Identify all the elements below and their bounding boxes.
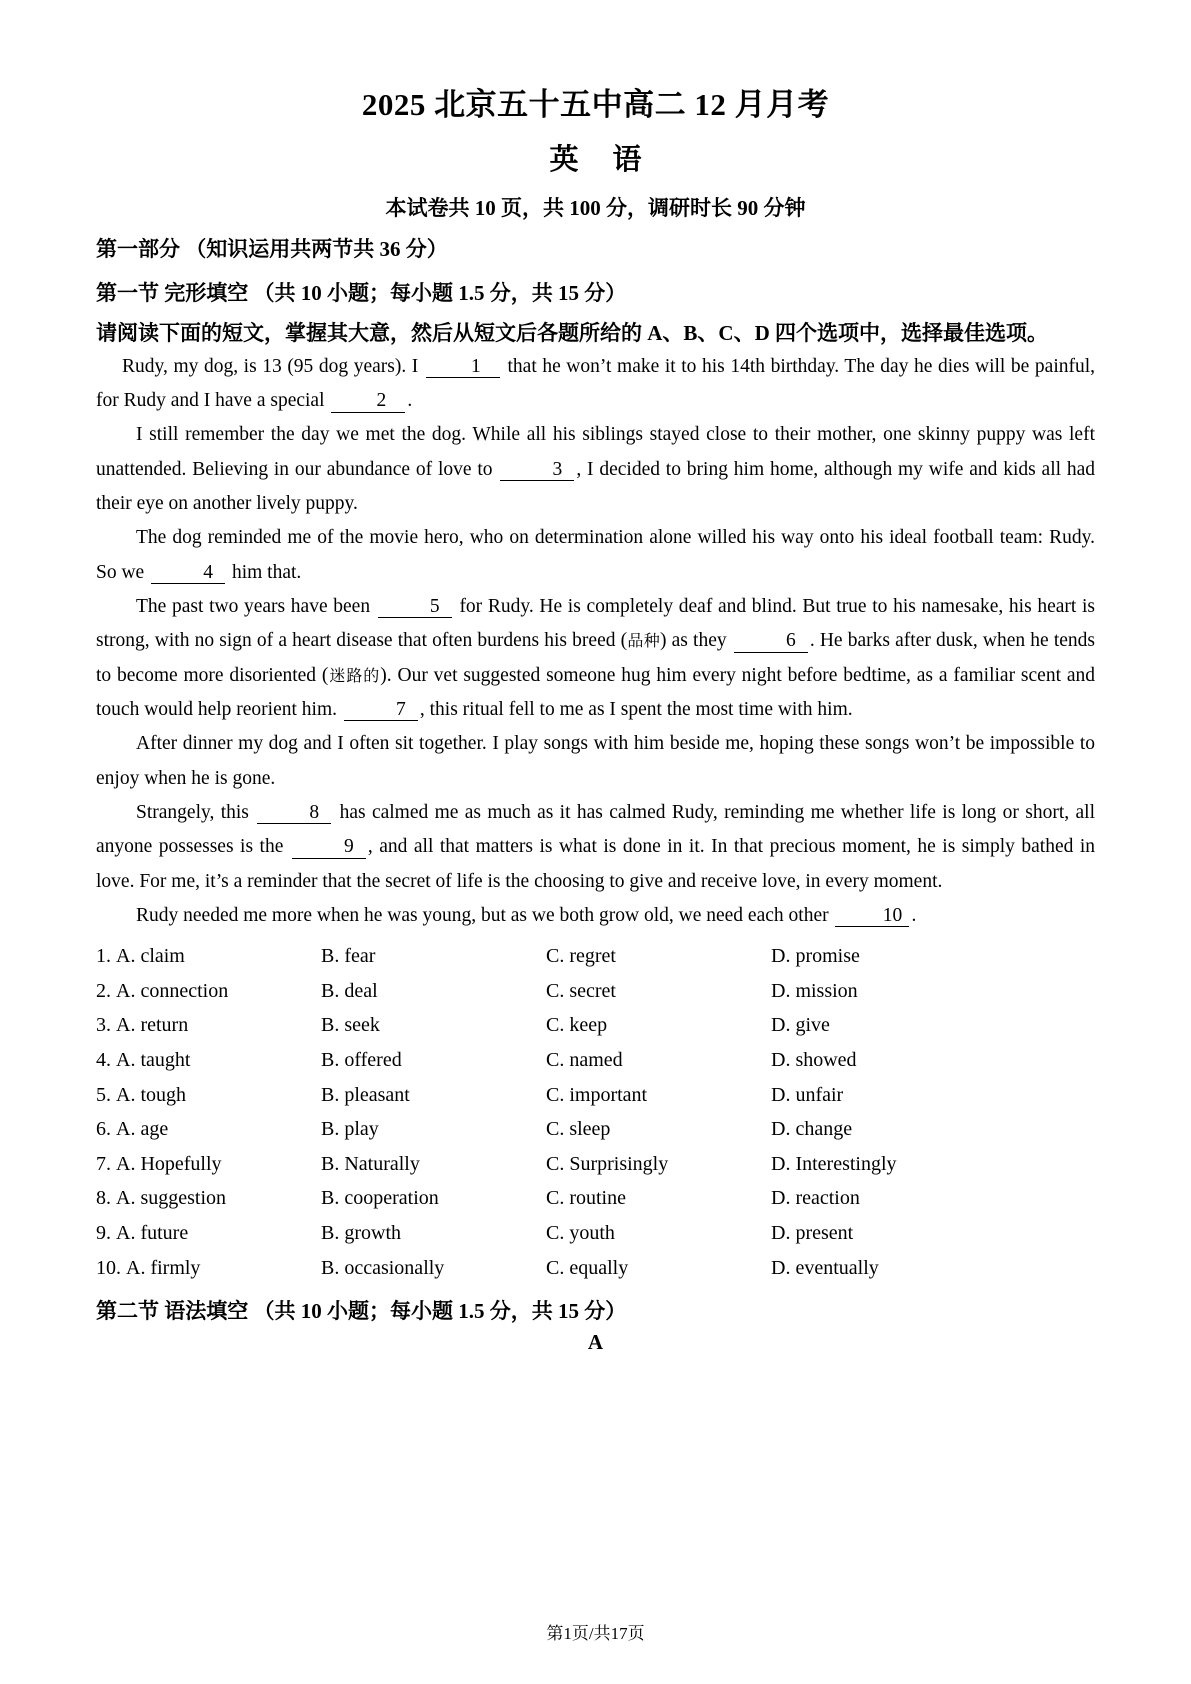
passage-paragraph-6 bbox=[96, 796, 1095, 899]
option-b[interactable]: B. occasionally bbox=[321, 1256, 445, 1279]
option-c[interactable]: C. sleep bbox=[546, 1118, 611, 1141]
option-c[interactable]: C. regret bbox=[546, 945, 616, 968]
page-title: 2025 北京五十五中高二 12 月月考 bbox=[361, 87, 830, 122]
option-number: 5. bbox=[96, 1083, 111, 1106]
option-number: 7. bbox=[96, 1152, 111, 1175]
option-row bbox=[96, 1181, 1095, 1216]
option-c[interactable]: C. important bbox=[546, 1083, 648, 1106]
option-row bbox=[96, 1216, 1095, 1251]
passage-text: Rudy, my dog, is 13 (95 dog years). I bbox=[122, 355, 419, 377]
cloze-blank-6[interactable]: 6 bbox=[734, 630, 808, 652]
passage-text: Strangely, this bbox=[136, 801, 249, 823]
option-row bbox=[96, 1008, 1095, 1043]
option-number: 2. bbox=[96, 979, 111, 1002]
option-number: 6. bbox=[96, 1118, 111, 1141]
option-row bbox=[96, 1147, 1095, 1182]
passage-text: , and all that matters is what is done in it. In that precious moment, he is simply bathed in love. For me, it’s a reminder that the secret of life is the choosing to give and receive love, in every moment. bbox=[96, 836, 1096, 892]
option-a[interactable] bbox=[96, 1147, 321, 1182]
page-footer bbox=[0, 1619, 1191, 1644]
cloze-blank-4[interactable]: 4 bbox=[151, 562, 225, 584]
option-d[interactable]: D. present bbox=[771, 1221, 854, 1244]
option-number: 3. bbox=[96, 1014, 111, 1037]
option-number: 4. bbox=[96, 1048, 111, 1071]
cloze-blank-1[interactable]: 1 bbox=[426, 356, 500, 378]
cloze-instruction: 请阅读下面的短文，掌握其大意，然后从短文后各题所给的 A、B、C、D 四个选项中，选择最佳选项。 bbox=[96, 320, 1048, 345]
option-b[interactable]: B. offered bbox=[321, 1048, 402, 1071]
option-b[interactable]: B. play bbox=[321, 1118, 379, 1141]
option-a[interactable] bbox=[96, 1043, 321, 1078]
passage-text: ). Our vet suggested someone hug him every night before bedtime, as a familiar scent and touch would help reorient him. bbox=[96, 664, 1095, 720]
option-c[interactable]: C. youth bbox=[546, 1221, 615, 1244]
section-one-heading: 第一节 完形填空 （共 10 小题；每小题 1.5 分，共 15 分） bbox=[96, 281, 627, 306]
subject-title bbox=[96, 143, 1095, 178]
option-a-label: A. taught bbox=[116, 1048, 191, 1071]
part-one-heading: 第一部分 （知识运用共两节共 36 分） bbox=[96, 236, 448, 261]
option-a-label: A. claim bbox=[116, 945, 185, 968]
option-number: 9. bbox=[96, 1221, 111, 1244]
cloze-blank-8[interactable]: 8 bbox=[257, 802, 331, 824]
option-c[interactable]: C. Surprisingly bbox=[546, 1152, 669, 1175]
option-b[interactable]: B. deal bbox=[321, 979, 378, 1002]
passage-text: for Rudy. He is completely deaf and blind. But true to his namesake, his heart is strong, with no sign of a heart disease that often burdens his breed ( bbox=[96, 596, 1096, 652]
option-c[interactable]: C. keep bbox=[546, 1014, 608, 1037]
option-b[interactable]: B. seek bbox=[321, 1014, 380, 1037]
section-two-heading: 第二节 语法填空 （共 10 小题；每小题 1.5 分，共 15 分） bbox=[96, 1299, 627, 1324]
passage-paragraph-7 bbox=[96, 899, 1095, 933]
option-d[interactable]: D. change bbox=[771, 1118, 853, 1141]
passage-paragraph-3 bbox=[96, 521, 1095, 590]
option-row bbox=[96, 939, 1095, 974]
passage-paragraph-2 bbox=[96, 418, 1095, 521]
option-a-label: A. suggestion bbox=[116, 1187, 226, 1210]
option-b[interactable]: B. fear bbox=[321, 945, 376, 968]
option-number: 8. bbox=[96, 1187, 111, 1210]
option-number: 1. bbox=[96, 945, 111, 968]
option-a-label: A. age bbox=[116, 1118, 169, 1141]
option-a-label: A. tough bbox=[116, 1083, 186, 1106]
option-number: 10. bbox=[96, 1256, 121, 1279]
option-d[interactable]: D. unfair bbox=[771, 1083, 844, 1106]
subsection-letter-a: A bbox=[587, 1329, 604, 1354]
cloze-options-list bbox=[96, 939, 1095, 1285]
option-d[interactable]: D. give bbox=[771, 1014, 830, 1037]
passage-text: , this ritual fell to me as I spent the most time with him. bbox=[419, 698, 853, 720]
option-row bbox=[96, 974, 1095, 1009]
option-a-label: A. future bbox=[116, 1221, 189, 1244]
option-d[interactable]: D. mission bbox=[771, 979, 858, 1002]
subject-char-1: 英 bbox=[549, 143, 579, 176]
option-c[interactable]: C. named bbox=[546, 1048, 623, 1071]
option-c[interactable]: C. secret bbox=[546, 979, 616, 1002]
option-a-label: A. firmly bbox=[126, 1256, 201, 1279]
option-a[interactable] bbox=[96, 1181, 321, 1216]
option-d[interactable]: D. Interestingly bbox=[771, 1152, 897, 1175]
option-a[interactable] bbox=[96, 974, 321, 1009]
exam-meta-line: 本试卷共 10 页，共 100 分，调研时长 90 分钟 bbox=[385, 195, 806, 220]
option-a[interactable] bbox=[96, 939, 321, 974]
cloze-blank-2[interactable]: 2 bbox=[331, 390, 405, 412]
option-row bbox=[96, 1112, 1095, 1147]
subject-char-2: 语 bbox=[612, 143, 642, 176]
passage-text: , I decided to bring him home, although my wife and kids all had their eye on another lively puppy. bbox=[96, 458, 1095, 515]
passage-text: him that. bbox=[231, 561, 302, 583]
option-row bbox=[96, 1078, 1095, 1113]
passage-text: . bbox=[911, 904, 917, 926]
passage-paragraph-5: After dinner my dog and I often sit together. I play songs with him beside me, hoping these songs won’t be impossible to enjoy when he is gone. bbox=[96, 733, 1095, 789]
option-a-label: A. connection bbox=[116, 979, 229, 1002]
passage-text: . bbox=[407, 390, 413, 412]
passage-paragraph-1 bbox=[96, 350, 1095, 419]
cloze-blank-10[interactable]: 10 bbox=[835, 905, 909, 927]
passage-text: The past two years have been bbox=[136, 596, 371, 618]
cloze-blank-5[interactable]: 5 bbox=[378, 596, 452, 618]
option-a-label: A. return bbox=[116, 1014, 189, 1037]
passage-text: The dog reminded me of the movie hero, who on determination alone willed his way onto his ideal football team: Rudy. So we bbox=[96, 527, 1095, 583]
passage-text: . He barks after dusk, when he tends to become more disoriented ( bbox=[96, 630, 1096, 686]
option-c[interactable]: C. routine bbox=[546, 1187, 626, 1210]
passage-text: I still remember the day we met the dog. While all his siblings stayed close to their mother, one skinny puppy was left unattended. Believing in our abundance of love to bbox=[96, 424, 1095, 480]
option-a-label: A. Hopefully bbox=[116, 1152, 222, 1175]
option-a[interactable] bbox=[96, 1251, 321, 1286]
option-a[interactable] bbox=[96, 1112, 321, 1147]
option-d[interactable]: D. reaction bbox=[771, 1187, 860, 1210]
gloss-breed: 品种 bbox=[627, 633, 660, 651]
passage-paragraph-4 bbox=[96, 590, 1095, 727]
option-row bbox=[96, 1043, 1095, 1078]
passage-text: ) as they bbox=[660, 630, 727, 652]
option-a[interactable] bbox=[96, 1078, 321, 1113]
option-d[interactable]: D. promise bbox=[771, 945, 860, 968]
passage-text: that he won’t make it to his 14th birthday. The day he dies will be painful, for Rudy and I have a special bbox=[96, 355, 1096, 412]
passage-text: has calmed me as much as it has calmed Rudy, reminding me whether life is long or short, all anyone possesses is the bbox=[96, 801, 1095, 858]
passage-text: Rudy needed me more when he was young, but as we both grow old, we need each other bbox=[136, 904, 829, 926]
cloze-blank-9[interactable]: 9 bbox=[292, 836, 366, 858]
option-row bbox=[96, 1251, 1095, 1286]
cloze-blank-3[interactable]: 3 bbox=[500, 459, 574, 481]
gloss-disoriented: 迷路的 bbox=[328, 667, 381, 685]
option-b[interactable]: B. growth bbox=[321, 1221, 401, 1244]
option-d[interactable]: D. eventually bbox=[771, 1256, 879, 1279]
option-a[interactable] bbox=[96, 1008, 321, 1043]
page-number-label: 第1页/共17页 bbox=[546, 1624, 645, 1643]
option-c[interactable]: C. equally bbox=[546, 1256, 629, 1279]
option-b[interactable]: B. Naturally bbox=[321, 1152, 420, 1175]
option-b[interactable]: B. pleasant bbox=[321, 1083, 410, 1106]
option-a[interactable] bbox=[96, 1216, 321, 1251]
option-d[interactable]: D. showed bbox=[771, 1048, 857, 1071]
cloze-blank-7[interactable]: 7 bbox=[344, 699, 418, 721]
option-b[interactable]: B. cooperation bbox=[321, 1187, 439, 1210]
